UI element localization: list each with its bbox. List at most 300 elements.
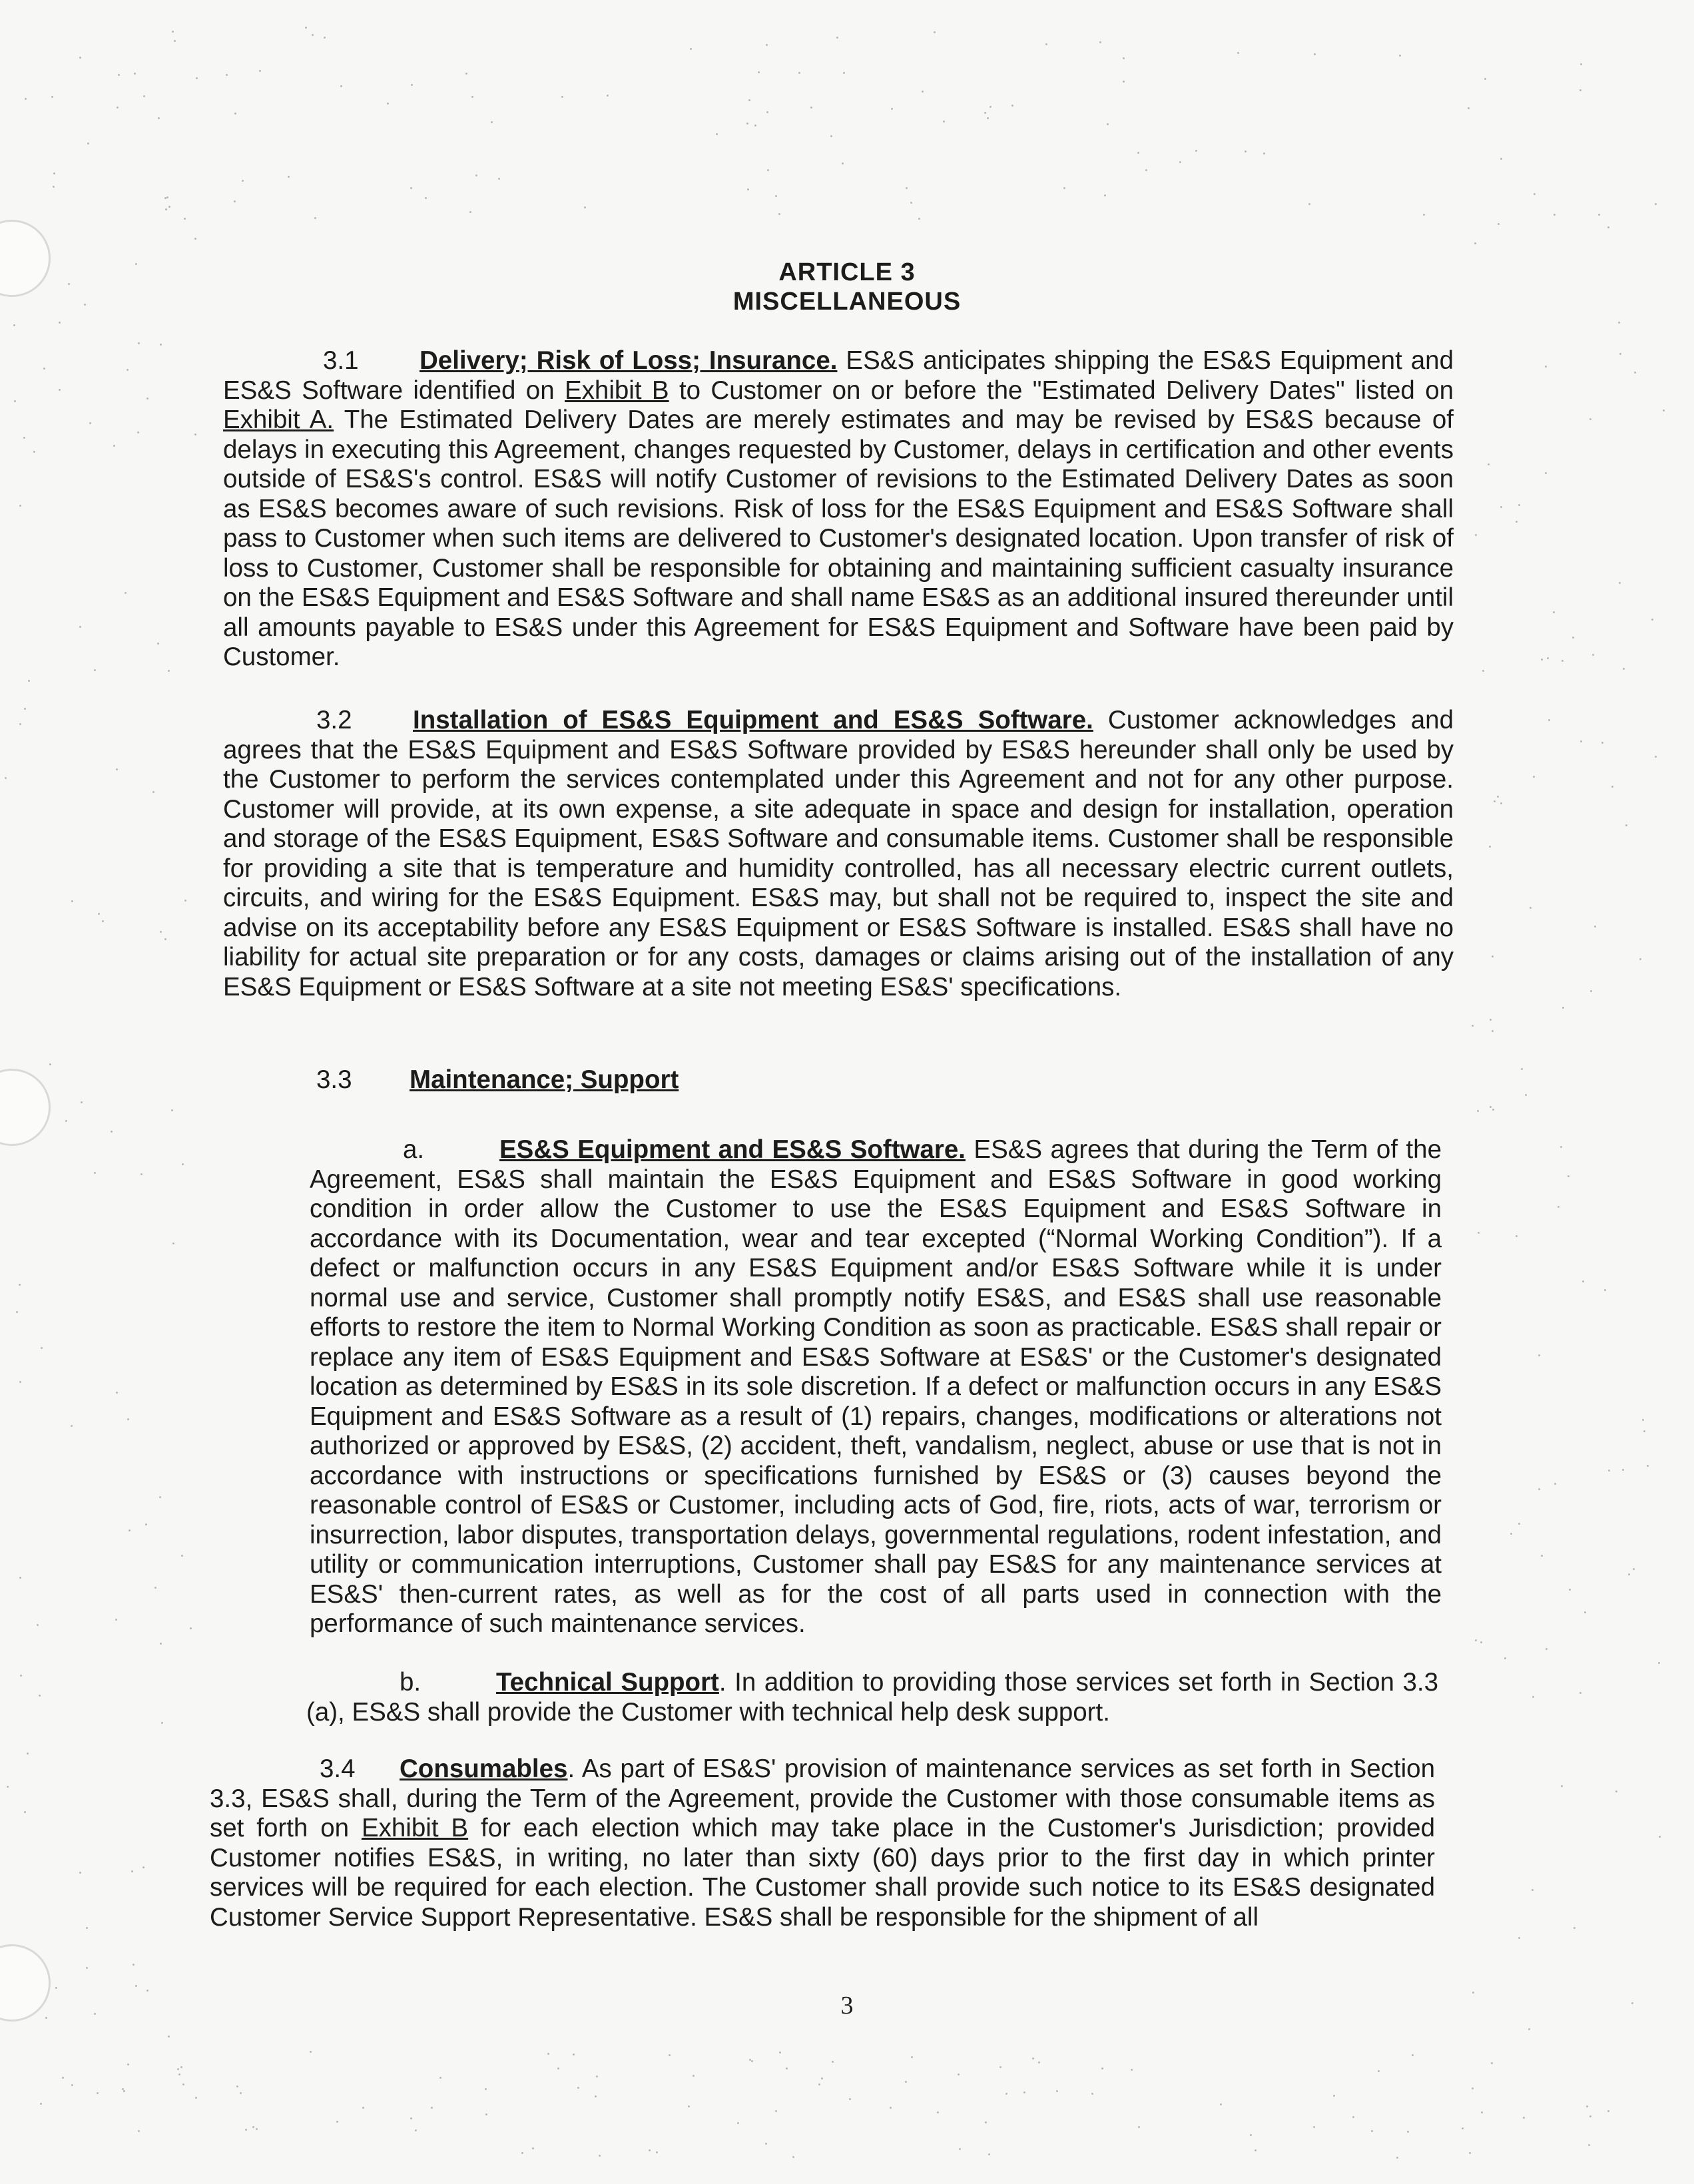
- scan-speck: [97, 2092, 99, 2094]
- scan-speck: [182, 1163, 184, 1165]
- scan-speck: [143, 95, 145, 97]
- scan-speck: [5, 777, 7, 779]
- scan-speck: [425, 197, 427, 199]
- scan-speck: [165, 208, 167, 210]
- scan-speck: [55, 1987, 57, 1989]
- scan-speck: [387, 103, 389, 105]
- scan-speck: [716, 133, 718, 135]
- scan-speck: [49, 1063, 51, 1065]
- scan-speck: [1131, 2069, 1133, 2071]
- scan-speck: [138, 2130, 140, 2132]
- scan-speck: [245, 2129, 247, 2131]
- scan-speck: [1622, 1469, 1624, 1471]
- scan-speck: [288, 176, 290, 178]
- scan-speck: [1546, 1648, 1548, 1650]
- section-3-4: [210, 1755, 1435, 1932]
- scan-speck: [1352, 2116, 1354, 2118]
- scan-speck: [1633, 1568, 1635, 1570]
- scan-speck: [134, 73, 136, 75]
- scan-speck: [934, 31, 936, 33]
- scan-speck: [115, 1619, 117, 1621]
- scan-speck: [1123, 81, 1125, 83]
- scan-speck: [1056, 2090, 1058, 2092]
- scan-speck: [1099, 41, 1101, 43]
- scan-speck: [1500, 506, 1502, 508]
- scan-speck: [573, 2053, 575, 2055]
- scan-speck: [746, 123, 748, 125]
- scan-speck: [79, 57, 81, 59]
- scan-speck: [599, 2155, 601, 2157]
- scan-speck: [125, 592, 127, 594]
- scan-speck: [918, 218, 920, 220]
- subsection-body: ES&S agrees that during the Term of the Agreement, ES&S shall maintain the ES&S Equipment and ES&S Software in good working condition in order allow the Customer to use the ES&S Equipment and ES&S Software in accordance with its Documentation, wear and tear excepted (“Normal Working Condition”). If a defect or malfunction occurs in any ES&S Equipment and/or ES&S Software while it is under normal use and service, Customer shall promptly notify ES&S, and ES&S shall use reasonable efforts to restore the item to Normal Working Condition as soon as practicable. ES&S shall repair or replace any item of ES&S Equipment and ES&S Software at ES&S' or the Customer's designated location as determined by ES&S in its sole discretion. If a defect or malfunction occurs in any ES&S Equipment and ES&S Software as a result of (1) repairs, changes, modifications or alterations not authorized or approved by ES&S, (2) accident, theft, vandalism, neglect, abuse or use that is not in accordance with instructions or specifications furnished by ES&S or (3) causes beyond the reasonable control of ES&S or Customer, including acts of God, fire, riots, acts of war, terrorism or insurrection, labor disputes, transportation delays, governmental regulations, rodent infestation, and utility or communication interruptions, Customer shall pay ES&S for any maintenance services at ES&S' then-current rates, as well as for the cost of all parts used in connection with the performance of such maintenance services.: [310, 1135, 1442, 1638]
- scan-speck: [117, 107, 119, 109]
- scan-speck: [164, 197, 166, 199]
- subsection-label: a.: [403, 1135, 425, 1164]
- section-3-3-heading: [316, 1065, 1315, 1095]
- section-title: Maintenance; Support: [410, 1065, 679, 1094]
- scan-speck: [154, 1587, 156, 1589]
- scan-speck: [1475, 1639, 1477, 1641]
- scan-speck: [1533, 776, 1535, 778]
- scan-speck: [24, 1811, 26, 1813]
- scan-speck: [1567, 1175, 1569, 1177]
- scan-speck: [1491, 2062, 1493, 2064]
- scan-speck: [181, 1555, 183, 1557]
- scan-speck: [1490, 1106, 1492, 1108]
- scan-speck: [584, 206, 586, 208]
- scan-speck: [786, 2067, 788, 2069]
- scan-speck: [1237, 52, 1239, 54]
- scan-speck: [910, 202, 912, 204]
- scan-speck: [748, 99, 750, 101]
- scan-speck: [362, 2107, 364, 2109]
- article-title: MISCELLANEOUS: [732, 288, 962, 316]
- section-3-2: [223, 706, 1454, 1002]
- scan-speck: [498, 178, 500, 180]
- scan-speck: [1615, 1790, 1617, 1792]
- scan-speck: [1245, 150, 1247, 152]
- scan-speck: [1314, 53, 1316, 55]
- scan-speck: [1541, 659, 1543, 661]
- scan-speck: [1538, 1488, 1540, 1490]
- section-body: The Estimated Delivery Dates are merely estimates and may be revised by ES&S because of delays in executing this Agreement, changes requested by Customer, delays in certification and other events outside of ES&S's control. ES&S will notify Customer of revisions to the Estimated Delivery Dates as soon as ES&S becomes aware of such revisions. Risk of loss for the ES&S Equipment and ES&S Software shall pass to Customer when such items are delivered to Customer's designated location. Upon transfer of risk of loss to Customer, Customer shall be responsible for obtaining and maintaining sufficient casualty insurance on the ES&S Equipment and ES&S Software and shall name ES&S as an additional insured thereunder until all amounts payable to ES&S under this Agreement for ES&S Equipment and Software have been paid by Customer.: [223, 406, 1454, 671]
- scan-speck: [1492, 1030, 1494, 1032]
- scan-speck: [798, 72, 800, 74]
- scan-speck: [89, 422, 91, 424]
- scan-speck: [41, 1347, 43, 1349]
- scan-speck: [1469, 2152, 1471, 2154]
- scan-speck: [324, 37, 326, 39]
- scan-speck: [1492, 956, 1494, 957]
- scan-speck: [59, 389, 61, 391]
- scan-speck: [1579, 1692, 1581, 1694]
- scan-speck: [1659, 1836, 1661, 1838]
- scan-speck: [133, 1964, 135, 1966]
- scan-speck: [135, 1985, 137, 1987]
- scan-speck: [234, 113, 236, 115]
- scan-speck: [532, 2147, 534, 2149]
- scan-speck: [1604, 1289, 1606, 1291]
- scan-speck: [168, 206, 170, 208]
- scan-speck: [830, 135, 832, 137]
- scan-speck: [943, 121, 945, 123]
- scan-speck: [33, 451, 35, 453]
- scan-speck: [1472, 2087, 1474, 2089]
- scan-speck: [53, 186, 55, 188]
- scan-speck: [1494, 800, 1496, 802]
- scan-speck: [234, 200, 236, 202]
- scan-speck: [766, 111, 768, 113]
- section-title: Consumables: [400, 1755, 568, 1783]
- scan-speck: [1107, 123, 1109, 125]
- scan-speck: [767, 169, 769, 171]
- scan-speck: [127, 369, 129, 371]
- exhibit-reference: Exhibit B: [361, 1814, 469, 1842]
- scan-speck: [71, 900, 73, 902]
- scan-speck: [1490, 1019, 1492, 1021]
- scan-speck: [471, 96, 473, 98]
- scan-speck: [65, 1120, 67, 1122]
- scan-speck: [1005, 2093, 1007, 2095]
- scan-speck: [1137, 152, 1139, 154]
- scan-speck: [1658, 1662, 1660, 1664]
- scan-speck: [1580, 63, 1582, 65]
- scan-speck: [1643, 1430, 1645, 1432]
- scan-speck: [19, 1284, 21, 1286]
- scan-speck: [19, 505, 21, 507]
- scan-speck: [475, 174, 477, 176]
- scan-speck: [1333, 2095, 1335, 2097]
- scan-speck: [340, 85, 342, 87]
- scan-speck: [127, 2063, 129, 2065]
- section-title: Installation of ES&S Equipment and ES&S Software.: [413, 706, 1093, 734]
- scan-speck: [1255, 2149, 1257, 2151]
- scan-speck: [1023, 2091, 1025, 2093]
- scan-speck: [145, 1523, 147, 1525]
- scan-speck: [1548, 719, 1550, 721]
- scan-speck: [1541, 1555, 1543, 1557]
- scan-speck: [1532, 1696, 1534, 1698]
- scan-speck: [754, 125, 756, 127]
- scan-speck: [1582, 1280, 1584, 1282]
- scan-speck: [999, 2066, 1001, 2068]
- scan-speck: [656, 2151, 658, 2153]
- section-body: ES&S anticipates shipping the ES&S Equipment and ES&S Software identified on: [223, 346, 1454, 405]
- scan-speck: [1588, 2144, 1590, 2146]
- scan-speck: [1625, 824, 1627, 826]
- scan-speck: [79, 1872, 81, 1874]
- scan-speck: [766, 44, 768, 46]
- scan-speck: [1579, 89, 1581, 91]
- scan-speck: [164, 938, 166, 940]
- scan-speck: [20, 1675, 22, 1677]
- scan-speck: [1619, 582, 1621, 584]
- subsection-label: b.: [400, 1668, 422, 1697]
- scan-speck: [1534, 193, 1536, 195]
- scan-speck: [1179, 161, 1181, 163]
- scan-speck: [13, 324, 15, 326]
- scan-speck: [129, 1529, 131, 1531]
- scan-speck: [1642, 1419, 1644, 1421]
- scan-speck: [1608, 1470, 1610, 1472]
- scan-speck: [98, 913, 100, 915]
- scan-speck: [810, 107, 812, 109]
- scan-speck: [1530, 907, 1532, 909]
- scan-speck: [1518, 504, 1520, 506]
- scan-speck: [314, 217, 316, 219]
- scan-speck: [16, 1311, 18, 1313]
- scan-speck: [765, 2143, 767, 2145]
- scan-speck: [1484, 78, 1486, 80]
- scan-speck: [1639, 958, 1641, 960]
- scan-speck: [1623, 668, 1625, 670]
- scan-speck: [178, 2073, 180, 2075]
- scan-speck: [1619, 353, 1621, 355]
- scan-speck: [669, 2054, 671, 2056]
- scan-speck: [1663, 410, 1665, 411]
- scan-speck: [25, 98, 27, 100]
- scan-speck: [415, 2129, 417, 2131]
- scan-speck: [1038, 2061, 1040, 2063]
- scan-speck: [1032, 2057, 1034, 2059]
- scan-speck: [160, 931, 162, 933]
- scan-speck: [1472, 1025, 1474, 1027]
- scan-speck: [1498, 223, 1500, 225]
- scan-speck: [161, 1722, 163, 1724]
- scan-speck: [1647, 1465, 1649, 1467]
- scan-speck: [411, 84, 413, 86]
- scan-speck: [1399, 55, 1401, 57]
- scan-speck: [1562, 1007, 1564, 1009]
- scan-speck: [1553, 611, 1555, 613]
- scan-speck: [737, 2122, 739, 2124]
- scan-speck: [159, 1496, 161, 1498]
- scan-speck: [1561, 660, 1563, 662]
- scan-speck: [116, 1392, 118, 1394]
- section-number: 3.2: [316, 706, 352, 734]
- scan-speck: [1569, 1589, 1571, 1591]
- section-number: 3.3: [316, 1065, 352, 1094]
- scan-speck: [39, 1695, 41, 1697]
- scan-speck: [779, 2051, 781, 2053]
- scan-speck: [1497, 796, 1499, 798]
- scan-speck: [118, 74, 120, 76]
- scan-speck: [1589, 418, 1591, 420]
- scan-speck: [959, 2148, 961, 2150]
- scan-speck: [561, 96, 563, 98]
- section-3-3-b: [306, 1668, 1438, 1727]
- scan-speck: [28, 680, 30, 682]
- scan-speck: [1500, 802, 1502, 804]
- scan-speck: [1468, 107, 1470, 109]
- scan-speck: [1091, 2093, 1093, 2095]
- scan-speck: [775, 2110, 777, 2112]
- scan-speck: [465, 73, 467, 75]
- scan-speck: [1474, 242, 1476, 244]
- scan-speck: [1525, 1094, 1527, 1096]
- scan-speck: [1584, 1611, 1586, 1613]
- section-body: to Customer on or before the "Estimated Delivery Dates" listed on: [669, 376, 1454, 405]
- scan-speck: [240, 2092, 242, 2094]
- exhibit-reference: Exhibit B: [565, 376, 669, 405]
- scan-speck: [1138, 2126, 1140, 2128]
- scan-speck: [184, 900, 186, 902]
- scan-speck: [1504, 1657, 1506, 1659]
- scan-speck: [832, 2061, 834, 2063]
- scan-speck: [68, 283, 70, 285]
- scan-speck: [79, 626, 81, 628]
- scan-speck: [1594, 926, 1596, 928]
- scan-speck: [1045, 43, 1047, 45]
- scan-speck: [194, 433, 196, 435]
- scan-speck: [1516, 521, 1518, 523]
- scan-speck: [922, 91, 924, 93]
- scan-speck: [252, 2126, 254, 2128]
- scan-speck: [649, 2149, 651, 2151]
- scan-speck: [19, 1577, 21, 1579]
- article-number: ARTICLE 3: [778, 258, 916, 286]
- scan-speck: [1545, 366, 1547, 368]
- scan-speck: [1500, 158, 1502, 160]
- scan-speck: [1601, 742, 1603, 744]
- scan-speck: [182, 2083, 184, 2085]
- section-number: 3.1: [323, 346, 359, 375]
- scan-speck: [113, 445, 115, 447]
- scan-speck: [141, 1173, 142, 1175]
- scan-speck: [1607, 2110, 1609, 2112]
- scan-speck: [137, 431, 139, 433]
- scan-speck: [43, 368, 45, 370]
- scan-speck: [1532, 1889, 1534, 1891]
- scan-speck: [891, 108, 893, 110]
- scan-speck: [1220, 2103, 1222, 2105]
- scan-speck: [53, 172, 55, 174]
- subsection-title: Technical Support: [496, 1668, 719, 1697]
- section-title: Delivery; Risk of Loss; Insurance.: [420, 346, 838, 375]
- scan-speck: [485, 2088, 487, 2090]
- scan-speck: [849, 2098, 851, 2100]
- scan-speck: [14, 400, 16, 402]
- scan-speck: [168, 670, 170, 672]
- scan-speck: [1560, 1146, 1562, 1148]
- subsection-title: ES&S Equipment and ES&S Software.: [499, 1135, 966, 1164]
- scan-speck: [37, 1624, 39, 1626]
- scan-speck: [127, 1418, 129, 1420]
- scan-speck: [596, 2075, 598, 2077]
- scan-speck: [1655, 756, 1657, 758]
- scan-speck: [1489, 846, 1491, 848]
- scan-speck: [174, 40, 176, 42]
- scan-speck: [1371, 2130, 1373, 2132]
- scan-speck: [775, 195, 777, 197]
- scan-speck: [1561, 1785, 1563, 1787]
- scan-speck: [410, 2117, 412, 2119]
- scan-speck: [1478, 1232, 1480, 1234]
- scan-speck: [123, 2090, 125, 2092]
- scan-speck: [693, 2075, 695, 2077]
- scan-speck: [172, 1242, 174, 1244]
- scan-speck: [1407, 2131, 1409, 2133]
- scan-speck: [1475, 534, 1477, 536]
- scan-speck: [81, 1101, 83, 1103]
- scan-speck: [595, 2095, 597, 2097]
- scan-speck: [1488, 463, 1490, 465]
- scan-speck: [1592, 654, 1594, 656]
- scan-speck: [1586, 2105, 1588, 2107]
- scan-speck: [157, 643, 159, 645]
- scan-speck: [1250, 2134, 1252, 2136]
- scan-speck: [1607, 226, 1609, 228]
- section-body: for each election which may take place in the Customer's Jurisdiction; provided Customer notifies ES&S, in writing, no later than sixty (60) days prior to the first day in which printer services will be required for each election. The Customer shall provide such notice to its ES&S designated Customer Service Support Representative. ES&S shall be responsible for the shipment of all: [210, 1814, 1436, 1932]
- section-body: Customer acknowledges and agrees that the ES&S Equipment and ES&S Software provided by ES&S hereunder shall only be used by the Customer to perform the services contemplated under this Agreement and not for any other purpose. Customer will provide, at its own expense, a site adequate in space and design for installation, operation and storage of the ES&S Equipment, ES&S Software and consumable items. Customer shall be responsible for providing a site that is temperature and humidity controlled, has all necessary electric current outlets, circuits, and wiring for the ES&S Equipment. ES&S may, but shall not be required to, inspect the site and advise on its acceptability before any ES&S Equipment or ES&S Software is installed. ES&S shall have no liability for actual site preparation or for any costs, damages or claims arising out of the installation of any ES&S Equipment or ES&S Software at a site not meeting ES&S' specifications.: [223, 706, 1454, 1001]
- section-3-3-a: [310, 1135, 1442, 1639]
- scan-speck: [1462, 2127, 1464, 2129]
- scan-speck: [111, 1131, 113, 1133]
- scan-speck: [577, 2087, 579, 2089]
- scan-speck: [758, 71, 760, 73]
- scan-speck: [842, 162, 844, 164]
- scan-speck: [410, 187, 412, 189]
- scan-speck: [557, 2067, 559, 2069]
- scan-speck: [792, 2156, 794, 2158]
- scan-speck: [985, 2121, 987, 2123]
- scan-speck: [1123, 57, 1125, 59]
- scan-speck: [521, 2152, 523, 2154]
- scan-speck: [1554, 1483, 1556, 1485]
- scan-speck: [1528, 2028, 1530, 2030]
- scan-speck: [336, 2121, 338, 2123]
- scan-speck: [312, 34, 314, 36]
- scan-speck: [158, 117, 160, 119]
- scan-speck: [491, 121, 493, 123]
- scan-speck: [102, 920, 104, 922]
- scan-speck: [1628, 1573, 1630, 1575]
- scan-speck: [138, 342, 140, 344]
- scan-speck: [1651, 619, 1653, 621]
- section-body: . As part of ES&S' provision of maintenance services as set forth in Section 3.3, ES&S shall, during the Term of the Agreement, provide the Customer with those consumable items as set forth on: [210, 1755, 1435, 1842]
- scan-speck: [142, 1866, 144, 1868]
- section-3-1: [223, 346, 1454, 673]
- scan-speck: [1063, 187, 1065, 189]
- scan-speck: [1573, 1927, 1575, 1929]
- scan-speck: [160, 344, 162, 346]
- scan-speck: [59, 322, 61, 324]
- scan-speck: [1547, 657, 1549, 659]
- scan-speck: [177, 2068, 179, 2070]
- scan-speck: [485, 2113, 487, 2115]
- scan-speck: [1480, 1641, 1482, 1643]
- exhibit-reference: Exhibit A.: [223, 406, 334, 434]
- scan-speck: [146, 398, 148, 400]
- scan-speck: [195, 2097, 197, 2099]
- scan-speck: [1011, 105, 1013, 107]
- scan-speck: [1516, 1235, 1518, 1237]
- scan-speck: [71, 1425, 73, 1427]
- scan-speck: [1145, 169, 1147, 171]
- scan-speck: [51, 96, 53, 98]
- scan-speck: [1538, 1354, 1540, 1356]
- scan-speck: [190, 1627, 192, 1629]
- scan-speck: [166, 196, 168, 198]
- scan-speck: [242, 180, 244, 182]
- scan-speck: [86, 1967, 88, 1969]
- scan-speck: [1589, 2115, 1591, 2117]
- subsection-body: . In addition to providing those services set forth in Section 3.3 (a), ES&S shall provide the Customer with technical help desk support.: [306, 1668, 1438, 1727]
- page-number: 3: [840, 1992, 854, 2020]
- scan-speck: [1472, 1992, 1474, 1994]
- section-number: 3.4: [320, 1755, 356, 1783]
